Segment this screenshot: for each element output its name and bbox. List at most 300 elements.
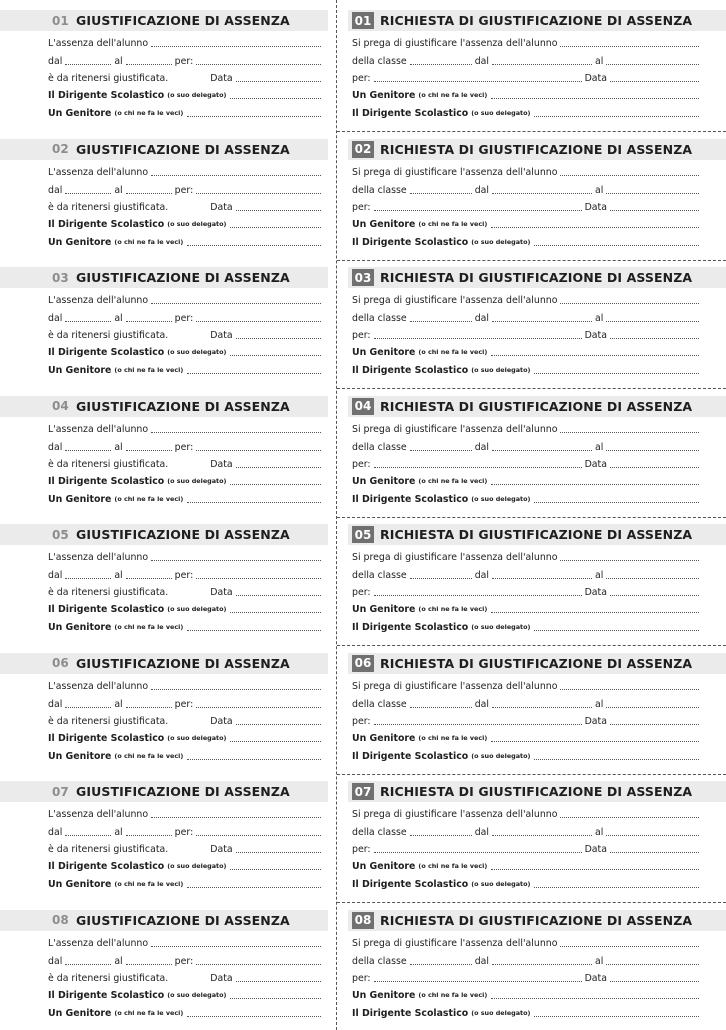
dirigente-signature[interactable]: [534, 502, 699, 503]
label-giustificata: è da ritenersi giustificata.: [48, 715, 169, 727]
dal-blank[interactable]: [492, 578, 592, 579]
al-blank[interactable]: [126, 578, 172, 579]
label-dal: dal: [48, 955, 63, 967]
label-dal: dal: [474, 955, 490, 967]
per-blank[interactable]: [374, 595, 582, 596]
label-per: per:: [174, 827, 194, 838]
data-blank[interactable]: [610, 338, 699, 339]
line-alunno: [48, 36, 324, 49]
dal-blank[interactable]: [492, 64, 592, 65]
card-title: RICHIESTA DI GIUSTIFICAZIONE DI ASSENZA: [380, 527, 693, 542]
label-veci: (o chi ne fa le veci): [418, 219, 488, 228]
card-title: GIUSTIFICAZIONE DI ASSENZA: [76, 527, 290, 542]
dal-blank[interactable]: [65, 450, 111, 451]
line-dirigente: [352, 235, 702, 248]
al-blank[interactable]: [606, 964, 699, 965]
richiesta-card: [348, 10, 726, 128]
label-per: per:: [174, 955, 194, 967]
label-veci: (o chi ne fa le veci): [418, 862, 488, 870]
label-delegato: (o suo delegato): [471, 751, 531, 760]
alunno-blank[interactable]: [560, 46, 699, 47]
card-number-badge: 08: [352, 912, 374, 929]
card-header: [348, 910, 726, 931]
al-blank[interactable]: [606, 64, 699, 65]
label-alunno: L'assenza dell'alunno: [48, 552, 149, 563]
label-alunno: Si prega di giustificare l'assenza dell'alunno: [352, 552, 558, 563]
per-blank[interactable]: [374, 81, 582, 82]
per-blank[interactable]: [374, 724, 582, 725]
card-header: [348, 524, 726, 545]
label-al: al: [595, 184, 604, 196]
card-header: [0, 910, 328, 931]
label-genitore: Un Genitore: [48, 750, 112, 762]
line-genitore: [48, 106, 324, 119]
alunno-blank[interactable]: [151, 689, 321, 690]
line-alunno: [352, 936, 702, 949]
richiesta-card: [348, 653, 726, 771]
dal-blank[interactable]: [492, 450, 592, 451]
dal-blank[interactable]: [492, 964, 592, 965]
card-header: [348, 267, 726, 288]
genitore-signature[interactable]: [187, 245, 321, 246]
giustificazione-card: [0, 524, 328, 642]
dirigente-signature[interactable]: [230, 869, 321, 870]
label-delegato: (o suo delegato): [167, 219, 227, 228]
giustificazione-card: [0, 396, 328, 514]
genitore-signature[interactable]: [491, 484, 699, 485]
classe-blank[interactable]: [410, 578, 472, 579]
label-delegato: (o suo delegato): [167, 476, 227, 485]
label-veci: (o chi ne fa le veci): [418, 91, 488, 99]
label-veci: (o chi ne fa le veci): [114, 494, 184, 503]
label-per: per:: [174, 441, 194, 453]
label-genitore: Un Genitore: [352, 347, 416, 358]
al-blank[interactable]: [606, 835, 699, 836]
dal-blank[interactable]: [65, 321, 111, 322]
label-giustificata: è da ritenersi giustificata.: [48, 587, 169, 598]
richiesta-card: [348, 524, 726, 642]
dirigente-signature[interactable]: [534, 116, 699, 117]
genitore-signature[interactable]: [491, 998, 699, 999]
label-al: al: [114, 955, 123, 967]
label-dirigente: Il Dirigente Scolastico: [352, 493, 469, 505]
card-header: [348, 653, 726, 674]
card-number-badge: 04: [352, 398, 374, 415]
line-dirigente: [48, 217, 324, 230]
line-dates: [48, 54, 324, 67]
line-data: [48, 585, 324, 598]
label-dirigente: Il Dirigente Scolastico: [48, 218, 165, 230]
al-blank[interactable]: [126, 64, 172, 65]
line-dirigente: [48, 731, 324, 744]
dirigente-signature[interactable]: [534, 759, 699, 760]
label-per: per:: [352, 844, 371, 855]
genitore-signature[interactable]: [491, 355, 699, 356]
label-al: al: [114, 698, 123, 710]
genitore-signature[interactable]: [491, 612, 699, 613]
label-veci: (o chi ne fa le veci): [418, 990, 488, 999]
card-header: [0, 781, 328, 802]
classe-blank[interactable]: [410, 64, 472, 65]
label-dirigente: Il Dirigente Scolastico: [352, 365, 469, 376]
dal-blank[interactable]: [492, 707, 592, 708]
label-delegato: (o suo delegato): [167, 862, 227, 870]
al-blank[interactable]: [126, 707, 172, 708]
horizontal-cut-line: [337, 388, 726, 389]
dirigente-signature[interactable]: [534, 1016, 699, 1017]
dal-blank[interactable]: [492, 321, 592, 322]
al-blank[interactable]: [126, 835, 172, 836]
line-alunno: [48, 936, 324, 949]
line-data: [48, 971, 324, 984]
line-dates: [352, 697, 702, 710]
label-al: al: [595, 56, 604, 67]
label-data: Data: [584, 73, 607, 84]
label-data: Data: [210, 330, 233, 341]
label-veci: (o chi ne fa le veci): [418, 348, 488, 356]
label-dal: dal: [474, 184, 490, 196]
alunno-blank[interactable]: [560, 689, 699, 690]
label-dal: dal: [48, 698, 63, 710]
label-per: per:: [352, 330, 371, 341]
dirigente-signature[interactable]: [230, 741, 321, 742]
line-genitore: [48, 749, 324, 762]
label-genitore: Un Genitore: [48, 365, 112, 376]
alunno-blank[interactable]: [151, 817, 321, 818]
label-delegato: (o suo delegato): [167, 990, 227, 999]
giustificazione-card: [0, 653, 328, 771]
card-number-badge: 06: [352, 655, 374, 672]
label-delegato: (o suo delegato): [471, 623, 531, 631]
card-number: 05: [52, 527, 69, 542]
data-blank[interactable]: [610, 210, 699, 211]
data-blank[interactable]: [610, 595, 699, 596]
dirigente-signature[interactable]: [230, 227, 321, 228]
dal-blank[interactable]: [65, 964, 111, 965]
card-title: GIUSTIFICAZIONE DI ASSENZA: [76, 398, 290, 414]
al-blank[interactable]: [606, 707, 699, 708]
label-alunno: L'assenza dell'alunno: [48, 295, 149, 306]
label-giustificata: è da ritenersi giustificata.: [48, 73, 169, 84]
label-delegato: (o suo delegato): [471, 1008, 531, 1017]
alunno-blank[interactable]: [151, 432, 321, 433]
alunno-blank[interactable]: [151, 946, 321, 947]
classe-blank[interactable]: [410, 835, 472, 836]
label-alunno: L'assenza dell'alunno: [48, 680, 149, 692]
alunno-blank[interactable]: [151, 560, 321, 561]
label-per: per:: [174, 698, 194, 710]
data-blank[interactable]: [236, 210, 321, 211]
classe-blank[interactable]: [410, 707, 472, 708]
label-alunno: Si prega di giustificare l'assenza dell'alunno: [352, 809, 558, 820]
line-genitore: [352, 602, 702, 615]
card-title: GIUSTIFICAZIONE DI ASSENZA: [76, 141, 290, 157]
alunno-blank[interactable]: [151, 46, 321, 47]
label-dirigente: Il Dirigente Scolastico: [48, 861, 165, 872]
line-genitore: [352, 217, 702, 230]
dal-blank[interactable]: [65, 707, 111, 708]
al-blank[interactable]: [606, 321, 699, 322]
per-blank[interactable]: [196, 964, 321, 965]
label-alunno: Si prega di giustificare l'assenza dell'alunno: [352, 937, 558, 949]
line-genitore: [48, 235, 324, 248]
label-al: al: [595, 955, 604, 967]
per-blank[interactable]: [196, 578, 321, 579]
genitore-signature[interactable]: [187, 887, 321, 888]
dirigente-signature[interactable]: [534, 373, 699, 374]
label-dirigente: Il Dirigente Scolastico: [352, 1007, 469, 1019]
label-data: Data: [210, 458, 233, 470]
genitore-signature[interactable]: [187, 373, 321, 374]
giustificazione-card: [0, 781, 328, 899]
line-dirigente: [352, 106, 702, 119]
label-veci: (o chi ne fa le veci): [114, 1008, 184, 1017]
al-blank[interactable]: [606, 450, 699, 451]
data-blank[interactable]: [610, 981, 699, 982]
label-al: al: [114, 570, 123, 581]
line-data: [48, 842, 324, 855]
line-genitore: [352, 474, 702, 487]
per-blank[interactable]: [374, 852, 582, 853]
label-dal: dal: [48, 184, 63, 196]
label-giustificata: è da ritenersi giustificata.: [48, 972, 169, 984]
per-blank[interactable]: [196, 193, 321, 194]
line-dates: [48, 954, 324, 967]
line-data: [352, 457, 702, 470]
label-alunno: Si prega di giustificare l'assenza dell'alunno: [352, 295, 558, 306]
label-dirigente: Il Dirigente Scolastico: [48, 475, 165, 487]
dal-blank[interactable]: [65, 64, 111, 65]
card-number: 03: [52, 270, 69, 285]
dal-blank[interactable]: [492, 835, 592, 836]
card-header: [348, 139, 726, 160]
line-genitore: [48, 1006, 324, 1019]
line-genitore: [352, 988, 702, 1001]
label-classe: della classe: [352, 184, 407, 196]
data-blank[interactable]: [610, 467, 699, 468]
label-genitore: Un Genitore: [352, 861, 416, 872]
alunno-blank[interactable]: [560, 560, 699, 561]
alunno-blank[interactable]: [151, 303, 321, 304]
line-dirigente: [48, 88, 324, 101]
label-classe: della classe: [352, 570, 407, 581]
line-dirigente: [48, 345, 324, 358]
richiesta-card: [348, 910, 726, 1028]
genitore-signature[interactable]: [187, 759, 321, 760]
data-blank[interactable]: [610, 724, 699, 725]
al-blank[interactable]: [126, 450, 172, 451]
line-alunno: [48, 550, 324, 563]
label-veci: (o chi ne fa le veci): [114, 880, 184, 888]
al-blank[interactable]: [126, 321, 172, 322]
line-alunno: [352, 807, 702, 820]
label-veci: (o chi ne fa le veci): [418, 605, 488, 613]
label-alunno: L'assenza dell'alunno: [48, 423, 149, 435]
line-alunno: [48, 807, 324, 820]
per-blank[interactable]: [374, 338, 582, 339]
label-data: Data: [584, 972, 607, 984]
label-veci: (o chi ne fa le veci): [114, 623, 184, 631]
horizontal-cut-line: [337, 645, 726, 646]
dal-blank[interactable]: [492, 193, 592, 194]
line-alunno: [352, 550, 702, 563]
per-blank[interactable]: [374, 210, 582, 211]
card-title: GIUSTIFICAZIONE DI ASSENZA: [76, 784, 290, 799]
alunno-blank[interactable]: [560, 432, 699, 433]
data-blank[interactable]: [236, 981, 321, 982]
dirigente-signature[interactable]: [534, 245, 699, 246]
label-alunno: Si prega di giustificare l'assenza dell'alunno: [352, 38, 558, 49]
line-dates: [48, 825, 324, 838]
alunno-blank[interactable]: [560, 303, 699, 304]
line-data: [352, 585, 702, 598]
data-blank[interactable]: [236, 724, 321, 725]
data-blank[interactable]: [236, 338, 321, 339]
label-alunno: L'assenza dell'alunno: [48, 166, 149, 178]
classe-blank[interactable]: [410, 450, 472, 451]
label-genitore: Un Genitore: [352, 475, 416, 487]
label-classe: della classe: [352, 56, 407, 67]
line-dates: [352, 440, 702, 453]
alunno-blank[interactable]: [560, 175, 699, 176]
line-dates: [352, 825, 702, 838]
card-number-badge: 07: [352, 783, 374, 800]
data-blank[interactable]: [236, 595, 321, 596]
genitore-signature[interactable]: [187, 502, 321, 503]
label-dal: dal: [48, 827, 63, 838]
label-alunno: Si prega di giustificare l'assenza dell'alunno: [352, 166, 558, 178]
data-blank[interactable]: [610, 852, 699, 853]
label-per: per:: [174, 184, 194, 196]
richiesta-card: [348, 781, 726, 899]
genitore-signature[interactable]: [491, 741, 699, 742]
dal-blank[interactable]: [65, 193, 111, 194]
al-blank[interactable]: [606, 193, 699, 194]
alunno-blank[interactable]: [151, 175, 321, 176]
data-blank[interactable]: [610, 81, 699, 82]
genitore-signature[interactable]: [491, 98, 699, 99]
label-data: Data: [584, 715, 607, 727]
data-blank[interactable]: [236, 467, 321, 468]
per-blank[interactable]: [196, 835, 321, 836]
card-title: RICHIESTA DI GIUSTIFICAZIONE DI ASSENZA: [380, 655, 693, 671]
label-dal: dal: [48, 56, 63, 67]
line-data: [352, 714, 702, 727]
dirigente-signature[interactable]: [230, 98, 321, 99]
label-per: per:: [352, 715, 371, 727]
al-blank[interactable]: [126, 964, 172, 965]
label-data: Data: [584, 330, 607, 341]
label-veci: (o chi ne fa le veci): [418, 476, 488, 485]
label-data: Data: [210, 73, 233, 84]
al-blank[interactable]: [126, 193, 172, 194]
line-alunno: [48, 293, 324, 306]
per-blank[interactable]: [196, 707, 321, 708]
line-genitore: [352, 345, 702, 358]
classe-blank[interactable]: [410, 193, 472, 194]
per-blank[interactable]: [196, 64, 321, 65]
label-classe: della classe: [352, 698, 407, 710]
data-blank[interactable]: [236, 81, 321, 82]
label-al: al: [595, 441, 604, 453]
line-dirigente: [352, 620, 702, 633]
alunno-blank[interactable]: [560, 817, 699, 818]
horizontal-cut-line: [337, 902, 726, 903]
label-al: al: [114, 313, 123, 324]
dal-blank[interactable]: [65, 835, 111, 836]
richiesta-card: [348, 396, 726, 514]
label-genitore: Un Genitore: [352, 218, 416, 230]
horizontal-cut-line: [337, 260, 726, 261]
label-genitore: Un Genitore: [48, 493, 112, 505]
genitore-signature[interactable]: [491, 227, 699, 228]
label-giustificata: è da ritenersi giustificata.: [48, 844, 169, 855]
line-dirigente: [352, 1006, 702, 1019]
giustificazione-card: [0, 10, 328, 128]
per-blank[interactable]: [196, 321, 321, 322]
card-header: [0, 653, 328, 674]
dal-blank[interactable]: [65, 578, 111, 579]
data-blank[interactable]: [236, 852, 321, 853]
dirigente-signature[interactable]: [534, 630, 699, 631]
label-classe: della classe: [352, 955, 407, 967]
line-alunno: [352, 165, 702, 178]
line-alunno: [48, 165, 324, 178]
label-veci: (o chi ne fa le veci): [418, 733, 488, 742]
classe-blank[interactable]: [410, 964, 472, 965]
dirigente-signature[interactable]: [230, 484, 321, 485]
line-dates: [48, 311, 324, 324]
line-dates: [352, 568, 702, 581]
card-number: 08: [52, 913, 69, 927]
card-number: 06: [52, 656, 69, 670]
alunno-blank[interactable]: [560, 946, 699, 947]
dirigente-signature[interactable]: [534, 887, 699, 888]
line-data: [48, 71, 324, 84]
dirigente-signature[interactable]: [230, 998, 321, 999]
label-per: per:: [174, 570, 194, 581]
card-number: 01: [52, 13, 69, 28]
line-alunno: [352, 293, 702, 306]
label-classe: della classe: [352, 441, 407, 453]
per-blank[interactable]: [196, 450, 321, 451]
per-blank[interactable]: [374, 981, 582, 982]
line-dirigente: [48, 859, 324, 872]
line-dirigente: [48, 474, 324, 487]
genitore-signature[interactable]: [187, 1016, 321, 1017]
genitore-signature[interactable]: [187, 116, 321, 117]
label-genitore: Un Genitore: [48, 108, 112, 119]
classe-blank[interactable]: [410, 321, 472, 322]
label-genitore: Un Genitore: [48, 1007, 112, 1019]
line-data: [48, 714, 324, 727]
card-title: RICHIESTA DI GIUSTIFICAZIONE DI ASSENZA: [380, 784, 693, 799]
dirigente-signature[interactable]: [230, 612, 321, 613]
label-alunno: Si prega di giustificare l'assenza dell'alunno: [352, 680, 558, 692]
line-dirigente: [352, 877, 702, 890]
label-delegato: (o suo delegato): [167, 605, 227, 613]
label-giustificata: è da ritenersi giustificata.: [48, 458, 169, 470]
label-delegato: (o suo delegato): [471, 237, 531, 246]
per-blank[interactable]: [374, 467, 582, 468]
genitore-signature[interactable]: [187, 630, 321, 631]
al-blank[interactable]: [606, 578, 699, 579]
label-dirigente: Il Dirigente Scolastico: [352, 236, 469, 248]
line-data: [352, 328, 702, 341]
genitore-signature[interactable]: [491, 869, 699, 870]
label-dal: dal: [48, 441, 63, 453]
dirigente-signature[interactable]: [230, 355, 321, 356]
